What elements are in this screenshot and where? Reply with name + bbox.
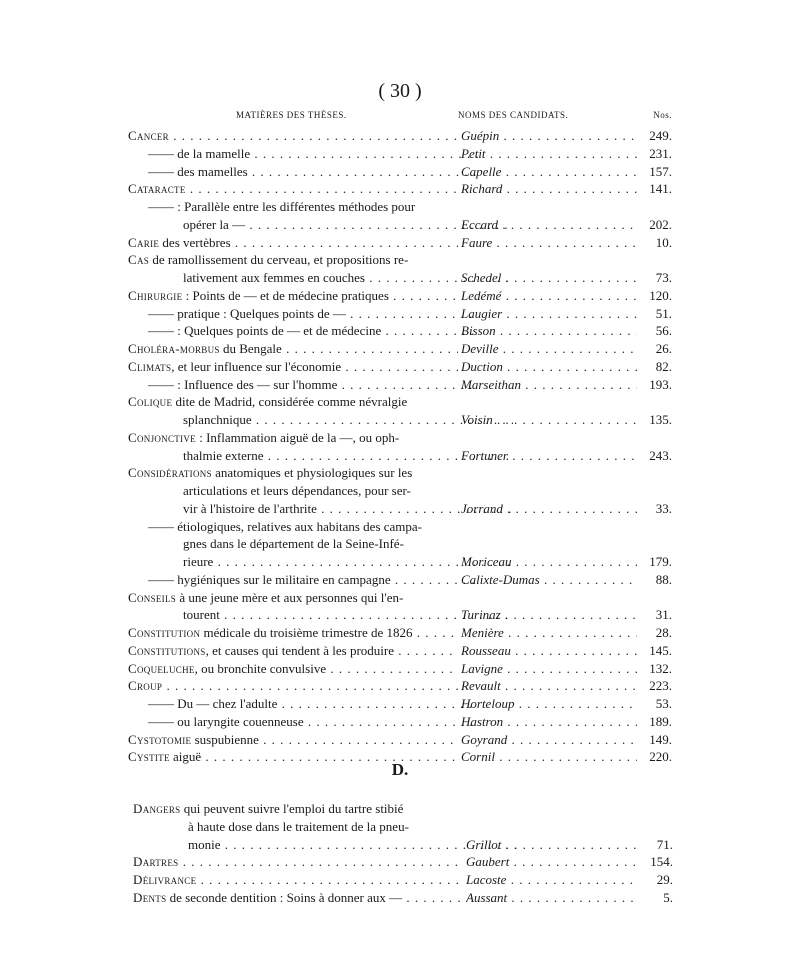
entry-lead: —— — [148, 163, 174, 179]
index-entry — [128, 340, 672, 358]
index-entry — [128, 589, 672, 607]
index-entry — [128, 180, 672, 198]
thesis-number: 231. — [637, 145, 672, 163]
thesis-number: 157. — [637, 163, 672, 181]
column-headers — [128, 110, 672, 124]
candidate-name: Lavigne . . . — [461, 660, 641, 678]
entry-subject — [128, 163, 478, 181]
entry-subject — [128, 624, 458, 642]
entry-subject — [128, 482, 513, 500]
entry-subject — [128, 464, 458, 482]
index-entry — [128, 216, 672, 234]
thesis-number: 154. — [638, 853, 673, 871]
entry-text: splanchnique — [183, 412, 252, 427]
entry-text: qui peuvent suivre l'emploi du tartre stibié — [183, 801, 404, 816]
candidate-name: Moriceau . . . — [461, 553, 641, 571]
entry-subject — [128, 429, 458, 447]
entry-subject — [133, 871, 463, 889]
entry-subject — [128, 411, 513, 429]
entry-lead: Dents — [133, 889, 167, 905]
index-entry — [128, 251, 672, 269]
index-entry — [128, 482, 672, 500]
candidate-name: Schedel . . . — [461, 269, 641, 287]
index-entry — [128, 376, 672, 394]
entry-lead: Coqueluche — [128, 660, 195, 676]
thesis-number: 29. — [638, 871, 673, 889]
entry-subject — [128, 358, 458, 376]
index-entry — [128, 127, 672, 145]
entry-subject — [128, 305, 478, 323]
entry-lead: —— — [148, 199, 174, 214]
entry-subject — [128, 180, 458, 198]
entry-text: opérer la — — [183, 216, 246, 232]
entry-text: : Quelques points de — et de médecine — [177, 323, 382, 339]
entry-text: lativement aux femmes en couches — [183, 270, 365, 285]
header-numbers: Nos. — [653, 110, 672, 120]
entry-text: hygiéniques sur le militaire en campagne — [177, 571, 391, 587]
section-letter: D. — [391, 760, 409, 779]
candidate-name: Deville . . . — [461, 340, 641, 358]
entry-lead: Cas — [128, 252, 150, 268]
index-entry — [133, 889, 673, 907]
candidate-name: Eccard . . . — [461, 216, 641, 234]
entry-subject — [128, 713, 478, 731]
candidate-name: Guépin . . . — [461, 127, 641, 145]
candidate-name: Revault . . . — [461, 677, 641, 695]
entry-subject — [133, 800, 463, 818]
entry-subject — [128, 571, 478, 589]
entry-lead: Choléra-morbus — [128, 341, 220, 356]
index-entry — [128, 163, 672, 181]
entry-text: , et causes qui tendent à les produire — [205, 642, 395, 658]
entry-subject — [128, 731, 458, 749]
thesis-number: 33. — [637, 500, 672, 518]
thesis-number: 243. — [637, 447, 672, 465]
index-entry — [128, 447, 672, 465]
thesis-number: 220. — [637, 748, 672, 766]
index-entry — [133, 818, 673, 836]
index-entry — [133, 800, 673, 818]
page-number: ( 30 ) — [378, 80, 422, 102]
entry-text: médicale du troisième trimestre de 1826 — [203, 625, 413, 640]
header-names: NOMS DES CANDIDATS. — [458, 110, 569, 120]
entry-text: étiologiques, relatives aux habitans des campa- — [177, 518, 423, 534]
entry-subject — [133, 853, 463, 871]
entry-subject — [128, 127, 458, 145]
index-entry — [133, 836, 673, 854]
candidate-name: Petit . . . — [461, 145, 641, 163]
entry-text: : Inflammation aiguë de la —, ou oph- — [199, 429, 400, 445]
entry-subject — [128, 606, 513, 624]
index-entry — [128, 500, 672, 518]
candidate-name: Lacoste . . . — [466, 871, 646, 889]
entry-lead: Dartres — [133, 854, 179, 870]
index-entry — [128, 606, 672, 624]
entry-text: pratique : Quelques points de — — [177, 305, 346, 321]
index-entry — [128, 287, 672, 305]
entry-text: Du — chez l'adulte — [177, 696, 278, 711]
entry-lead: Constitutions — [128, 642, 206, 658]
entry-text: ou laryngite couenneuse — [177, 713, 304, 729]
thesis-number: 202. — [637, 216, 672, 234]
entry-lead: —— — [148, 376, 174, 392]
candidate-name: Hastron . . . — [461, 713, 641, 731]
thesis-number: 56. — [637, 322, 672, 340]
entries-c — [128, 127, 672, 766]
index-entry — [128, 518, 672, 536]
entry-text: à une jeune mère et aux personnes qui l'en- — [179, 589, 404, 605]
thesis-number: 149. — [637, 731, 672, 749]
candidate-name: Ledémé . . . — [461, 287, 641, 305]
index-entry — [128, 393, 672, 411]
candidate-name: Horteloup . . . — [461, 695, 641, 713]
entry-subject — [128, 695, 478, 713]
entry-subject — [128, 589, 458, 607]
index-entry — [128, 411, 672, 429]
thesis-number: 193. — [637, 376, 672, 394]
entry-lead: Cancer — [128, 128, 169, 143]
thesis-number: 135. — [637, 411, 672, 429]
entry-subject — [128, 642, 458, 660]
index-entry — [128, 713, 672, 731]
thesis-number: 31. — [637, 606, 672, 624]
entry-text: de ramollissement du cerveau, et propositions re- — [152, 252, 409, 268]
entry-lead: —— — [148, 518, 174, 534]
index-entry — [128, 198, 672, 216]
candidate-name: Duction . . . — [461, 358, 641, 376]
index-entry — [128, 695, 672, 713]
entry-subject — [128, 145, 478, 163]
thesis-number: 179. — [637, 553, 672, 571]
entry-text: suspubienne — [194, 731, 259, 747]
thesis-number: 28. — [637, 624, 672, 642]
entry-lead: —— — [148, 145, 174, 161]
entry-lead: Chirurgie — [128, 287, 183, 303]
entry-subject — [128, 287, 458, 305]
entry-text: des mamelles — [177, 163, 248, 179]
entry-text: : Influence des — sur l'homme — [177, 376, 338, 392]
candidate-name: Marseithan . . . — [461, 376, 641, 394]
candidate-name: Aussant . . . — [466, 889, 646, 907]
entry-text: : Parallèle entre les différentes méthodes pour — [177, 199, 416, 214]
entry-text: des vertèbres — [162, 234, 231, 250]
index-entry — [128, 234, 672, 252]
entry-text: anatomiques et physiologiques sur les — [215, 465, 413, 481]
candidate-name: Grillot . . . — [466, 836, 646, 854]
index-entry — [133, 853, 673, 871]
candidate-name: Laugier . . . — [461, 305, 641, 323]
entry-lead: Carie — [128, 234, 160, 250]
entry-text: articulations et leurs dépendances, pour ser- — [183, 483, 411, 498]
candidate-name: Rousseau . . . — [461, 642, 641, 660]
index-entry — [128, 553, 672, 571]
entry-text: de seconde dentition : Soins à donner aux — — [169, 889, 403, 905]
entry-subject — [128, 234, 458, 252]
entry-subject — [128, 500, 513, 518]
entry-text: aiguë — [173, 749, 202, 765]
entry-lead: Constitution — [128, 625, 201, 640]
entry-subject — [128, 535, 513, 553]
candidate-name: Jorrand . . . — [461, 500, 641, 518]
entry-lead: Colique — [128, 394, 173, 410]
thesis-number: 141. — [637, 180, 672, 198]
thesis-number: 53. — [637, 695, 672, 713]
candidate-name: Faure . . . — [461, 234, 641, 252]
index-entry — [128, 429, 672, 447]
thesis-number: 10. — [637, 234, 672, 252]
entry-text: , et leur influence sur l'économie — [171, 358, 342, 374]
entry-subject — [128, 393, 458, 411]
entry-lead: —— — [148, 571, 174, 587]
index-entry — [128, 624, 672, 642]
thesis-number: 5. — [638, 889, 673, 907]
entry-subject — [128, 677, 458, 695]
thesis-number: 73. — [637, 269, 672, 287]
entry-text: rieure — [183, 554, 214, 569]
candidate-name: Richard . . . — [461, 180, 641, 198]
candidate-name: Cornil . . . — [461, 748, 641, 766]
entry-subject — [128, 553, 513, 571]
entry-subject — [133, 836, 518, 854]
thesis-number: 223. — [637, 677, 672, 695]
index-entry — [128, 464, 672, 482]
entry-subject — [128, 216, 513, 234]
index-entry — [128, 322, 672, 340]
entry-subject — [133, 889, 463, 907]
entry-text: vir à l'histoire de l'arthrite — [183, 500, 317, 516]
thesis-number: 145. — [637, 642, 672, 660]
index-entry — [128, 358, 672, 376]
thesis-number: 26. — [637, 340, 672, 358]
thesis-number: 132. — [637, 660, 672, 678]
entry-lead: Climats — [128, 358, 172, 374]
entry-text: gnes dans le département de la Seine-Infé- — [183, 536, 404, 552]
candidate-name: Voisin . . . — [461, 411, 641, 429]
entry-text: thalmie externe — [183, 447, 264, 463]
index-entry — [128, 269, 672, 287]
header-subjects: MATIÈRES DES THÈSES. — [236, 110, 347, 120]
index-entry — [128, 571, 672, 589]
thesis-number: 82. — [637, 358, 672, 376]
thesis-number: 189. — [637, 713, 672, 731]
entry-lead: Conseils — [128, 589, 177, 605]
entry-subject — [128, 376, 478, 394]
thesis-number: 71. — [638, 836, 673, 854]
index-entry — [128, 535, 672, 553]
entries-d — [133, 800, 673, 907]
index-entry — [128, 660, 672, 678]
candidate-name: Menière . . . — [461, 624, 641, 642]
entry-text: tourent — [183, 607, 220, 623]
index-entry — [128, 731, 672, 749]
index-entry — [128, 145, 672, 163]
entry-subject — [128, 269, 513, 287]
index-entry — [128, 642, 672, 660]
entry-text: à haute dose dans le traitement de la pneu- — [188, 818, 409, 834]
entry-lead: —— — [148, 713, 174, 729]
thesis-number: 51. — [637, 305, 672, 323]
thesis-number: 249. — [637, 127, 672, 145]
index-entry — [128, 677, 672, 695]
candidate-name: Gaubert . . . — [466, 853, 646, 871]
entry-lead: Cystotomie — [128, 731, 192, 747]
entry-lead: —— — [148, 696, 174, 711]
candidate-name: Turinaz . . . — [461, 606, 641, 624]
candidate-name: Bisson . . . — [461, 322, 641, 340]
entry-subject — [128, 447, 513, 465]
index-entry — [133, 871, 673, 889]
entry-text: du Bengale — [222, 341, 282, 356]
entry-text: dite de Madrid, considérée comme névralgie — [175, 394, 408, 410]
entry-subject — [128, 660, 458, 678]
entry-lead: Délivrance — [133, 872, 197, 887]
entry-lead: Conjonctive — [128, 429, 196, 445]
entry-lead: —— — [148, 323, 174, 339]
candidate-name: Goyrand . . . — [461, 731, 641, 749]
index-entry — [128, 305, 672, 323]
thesis-number: 120. — [637, 287, 672, 305]
entry-text: , ou bronchite convulsive — [194, 660, 327, 676]
entry-lead: Cystite — [128, 749, 170, 765]
entry-lead: Croup — [128, 678, 163, 694]
entry-text: : Points de — et de médecine pratiques — [185, 287, 389, 303]
entry-subject — [128, 198, 478, 216]
entry-subject — [128, 251, 458, 269]
entry-lead: Considérations — [128, 465, 212, 481]
candidate-name: Capelle . . . — [461, 163, 641, 181]
entry-subject — [128, 340, 458, 358]
entry-subject — [128, 518, 478, 536]
entry-lead: Cataracte — [128, 181, 186, 197]
entry-lead: Dangers — [133, 801, 181, 816]
candidate-name: Calixte-Dumas . . . — [461, 571, 641, 589]
entry-text: de la mamelle — [177, 145, 251, 161]
entry-text: monie — [188, 836, 221, 852]
entry-subject — [133, 818, 518, 836]
entry-lead: —— — [148, 305, 174, 321]
thesis-number: 88. — [637, 571, 672, 589]
candidate-name: Fortuner . . . — [461, 447, 641, 465]
entry-subject — [128, 322, 478, 340]
